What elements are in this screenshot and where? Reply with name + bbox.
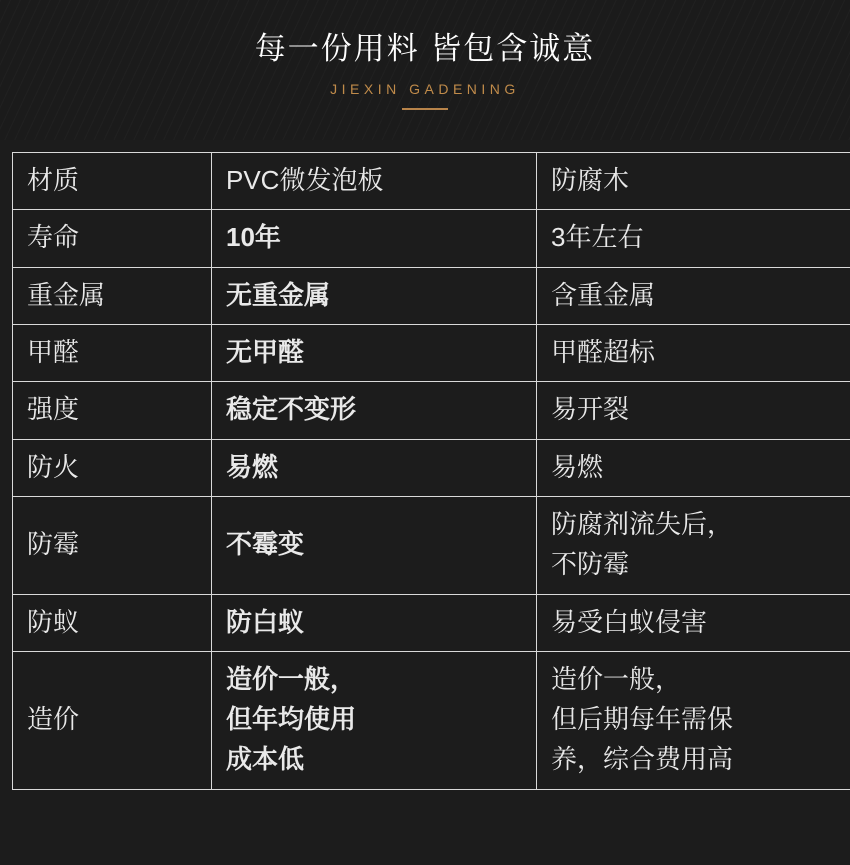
wood-value-cell <box>537 439 850 496</box>
pvc-value-cell <box>212 439 537 496</box>
wood-value-cell <box>537 496 850 594</box>
pvc-value-cell <box>212 153 537 210</box>
row-label-cell: 寿命 <box>13 210 212 267</box>
page-title: 每一份用料 皆包含诚意 <box>254 30 596 66</box>
cell-line: 造价一般， <box>226 663 357 694</box>
wood-value-cell <box>537 267 850 324</box>
page-subtitle: JIEXIN GADENING <box>330 81 520 98</box>
cell-line: 易受白蚁侵害 <box>551 606 708 637</box>
comparison-table <box>12 152 850 790</box>
comparison-table-body <box>13 153 850 790</box>
wood-value-cell <box>537 382 850 439</box>
cell-line: 易燃 <box>551 451 604 482</box>
row-label-cell: 重金属 <box>13 267 212 324</box>
wood-value-cell <box>537 210 850 267</box>
cell-line: 稳定不变形 <box>226 394 357 425</box>
cell-line: 10年 <box>226 222 281 253</box>
cell-line: 防腐木 <box>551 165 630 195</box>
table-row <box>13 594 850 651</box>
cell-line: 无重金属 <box>226 279 331 310</box>
cell-line: 但后期每年需保 <box>551 704 734 735</box>
row-label-cell: 防火 <box>13 439 212 496</box>
cell-line: 易开裂 <box>551 394 630 425</box>
cell-line: PVC微发泡板 <box>226 165 384 195</box>
cell-line: 易燃 <box>226 451 279 482</box>
row-label-cell: 防霉 <box>13 496 212 594</box>
cell-line: 成本低 <box>226 744 305 775</box>
pvc-value-cell <box>212 496 537 594</box>
row-label-cell: 强度 <box>13 382 212 439</box>
comparison-table-wrap <box>0 140 850 865</box>
cell-line: 防腐剂流失后， <box>551 508 734 539</box>
row-label-cell: 材质 <box>13 153 212 210</box>
cell-line: 3年左右 <box>551 222 644 253</box>
pvc-value-cell <box>212 651 537 789</box>
cell-line: 造价一般， <box>551 663 682 694</box>
table-row <box>13 439 850 496</box>
cell-line: 不霉变 <box>226 529 305 560</box>
pvc-value-cell <box>212 210 537 267</box>
cell-line: 但年均使用 <box>226 704 357 735</box>
cell-line: 防白蚁 <box>226 606 305 637</box>
wood-value-cell <box>537 324 850 381</box>
table-row <box>13 382 850 439</box>
pvc-value-cell <box>212 324 537 381</box>
table-row <box>13 267 850 324</box>
row-label-cell: 甲醛 <box>13 324 212 381</box>
table-row <box>13 651 850 789</box>
pvc-value-cell <box>212 594 537 651</box>
poster-header <box>0 0 850 140</box>
table-row <box>13 210 850 267</box>
cell-line: 养，综合费用高 <box>551 744 734 775</box>
cell-line: 甲醛超标 <box>551 336 656 367</box>
table-row <box>13 153 850 210</box>
table-row <box>13 496 850 594</box>
table-row <box>13 324 850 381</box>
row-label-cell: 防蚁 <box>13 594 212 651</box>
cell-line: 含重金属 <box>551 279 656 310</box>
row-label-cell: 造价 <box>13 651 212 789</box>
wood-value-cell <box>537 153 850 210</box>
pvc-value-cell <box>212 382 537 439</box>
cell-line: 无甲醛 <box>226 336 305 367</box>
cell-line: 不防霉 <box>551 549 630 580</box>
wood-value-cell <box>537 651 850 789</box>
wood-value-cell <box>537 594 850 651</box>
pvc-value-cell <box>212 267 537 324</box>
title-divider <box>402 108 448 110</box>
